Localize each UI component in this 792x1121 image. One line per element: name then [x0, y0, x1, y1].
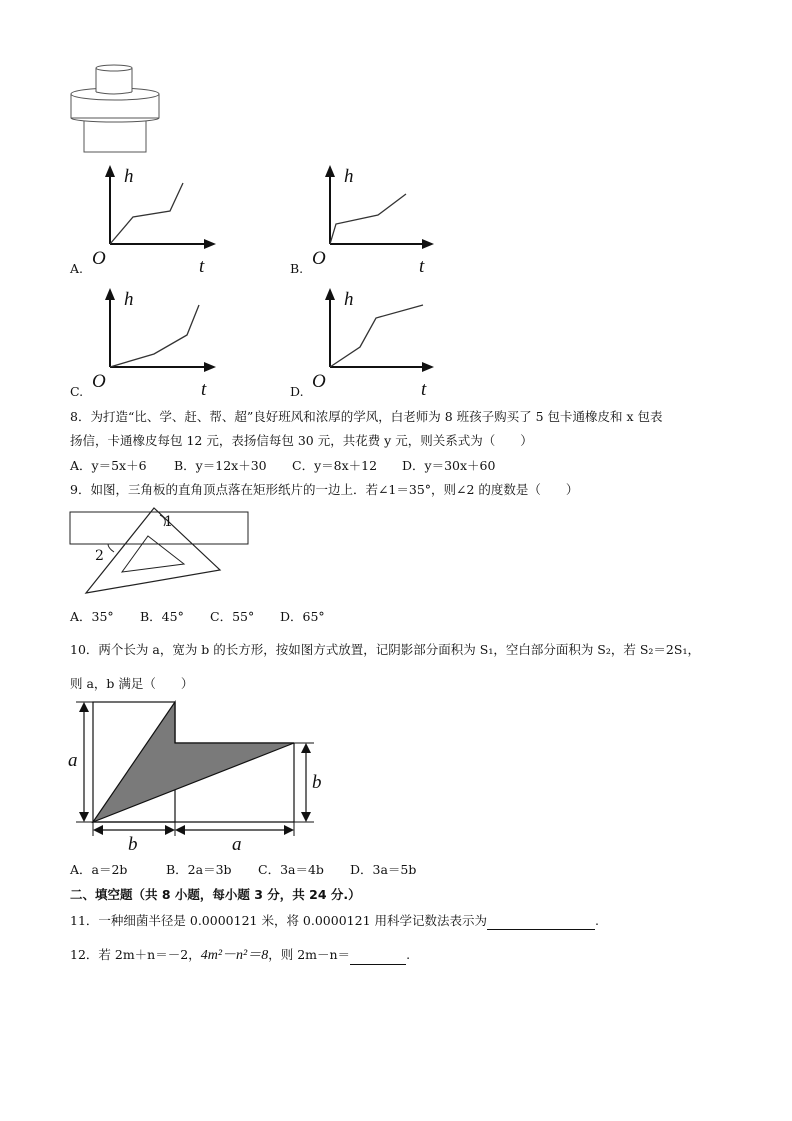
q8-option-b[interactable]: B．y＝12x＋30 — [174, 458, 267, 473]
q12-expression: 4m²－n²＝8 — [200, 948, 269, 963]
angle-1-label: 1 — [164, 514, 173, 530]
q9-options — [70, 608, 325, 626]
q10-option-b[interactable]: B．2a＝3b — [166, 862, 232, 877]
graph-a-origin-label: O — [92, 248, 106, 269]
option-label-a: A. — [70, 261, 84, 276]
option-label-d: D. — [290, 384, 304, 399]
stacked-cylinders-figure — [68, 62, 168, 157]
q12-text1: 12．若 2m＋n＝－2， — [70, 947, 201, 962]
q11-text: 11．一种细菌半径是 0.0000121 米，将 0.0000121 用科学记数法表示为 — [70, 913, 487, 928]
q9-option-d[interactable]: D．65° — [280, 609, 325, 624]
q11-answer-blank[interactable] — [487, 915, 595, 930]
q11-end: . — [595, 913, 599, 928]
graph-option-b — [290, 160, 450, 280]
graph-option-d — [290, 283, 450, 403]
q10-label-b-right: b — [312, 772, 322, 793]
q12-text2: ，则 2m－n＝ — [268, 947, 351, 962]
q9-stem: 9．如图，三角板的直角顶点落在矩形纸片的一边上．若∠1＝35°，则∠2 的度数是（ ） — [70, 482, 579, 497]
graph-a-h-label: h — [124, 166, 134, 187]
rectangles-shaded-figure — [62, 698, 332, 848]
q8-options — [70, 457, 495, 475]
graph-d-h-label: h — [344, 289, 354, 310]
graph-b-h-label: h — [344, 166, 354, 187]
graph-a-t-label: t — [199, 256, 205, 277]
graph-c-origin-label: O — [92, 371, 106, 392]
q10-stem: 10．两个长为 a，宽为 b 的长方形，按如图方式放置，记阴影部分面积为 S₁，空白部分面积为 S₂，若 S₂＝2S₁， — [70, 642, 700, 657]
q10-label-b-bottom: b — [128, 834, 138, 855]
q8-option-d[interactable]: D．y＝30x＋60 — [402, 458, 496, 473]
q10-stem-line2: 则 a，b 满足（ ） — [70, 676, 194, 691]
q8-option-c[interactable]: C．y＝8x＋12 — [292, 458, 378, 473]
q10-label-a-left: a — [68, 750, 78, 771]
graph-c-h-label: h — [124, 289, 134, 310]
option-label-c: C. — [70, 384, 84, 399]
q8-stem-line1: 8．为打造“比、学、赶、帮、超”良好班风和浓厚的学风，白老师为 8 班孩子购买了 5 包卡通橡皮和 x 包表 — [70, 409, 663, 424]
q12-answer-blank[interactable] — [350, 950, 406, 965]
q12-end: . — [406, 947, 411, 962]
q12-line — [70, 946, 410, 965]
q9-option-b[interactable]: B．45° — [140, 609, 184, 624]
graph-d-origin-label: O — [312, 371, 326, 392]
section-fill-in-title: 二、填空题（共 8 小题，每小题 3 分，共 24 分.） — [70, 887, 361, 902]
graph-b-t-label: t — [419, 256, 425, 277]
q10-option-a[interactable]: A．a＝2b — [70, 862, 128, 877]
q10-label-a-bottom: a — [232, 834, 242, 855]
graph-option-a — [70, 160, 230, 280]
q8-stem-line2: 扬信，卡通橡皮每包 12 元，表扬信每包 30 元，共花费 y 元，则关系式为（ ） — [70, 433, 533, 448]
q9-option-c[interactable]: C．55° — [210, 609, 255, 624]
q9-option-a[interactable]: A．35° — [70, 609, 114, 624]
q11-line — [70, 912, 599, 930]
angle-2-label: 2 — [95, 548, 104, 564]
graph-b-origin-label: O — [312, 248, 326, 269]
q10-options — [70, 861, 416, 879]
q8-option-a[interactable]: A．y＝5x＋6 — [70, 458, 147, 473]
option-label-b: B. — [290, 261, 304, 276]
graph-d-t-label: t — [421, 379, 427, 400]
q10-option-c[interactable]: C．3a＝4b — [258, 862, 324, 877]
graph-option-c — [70, 283, 230, 403]
graph-c-t-label: t — [201, 379, 207, 400]
q10-option-d[interactable]: D．3a＝5b — [350, 862, 417, 877]
triangle-ruler-figure — [68, 508, 258, 603]
